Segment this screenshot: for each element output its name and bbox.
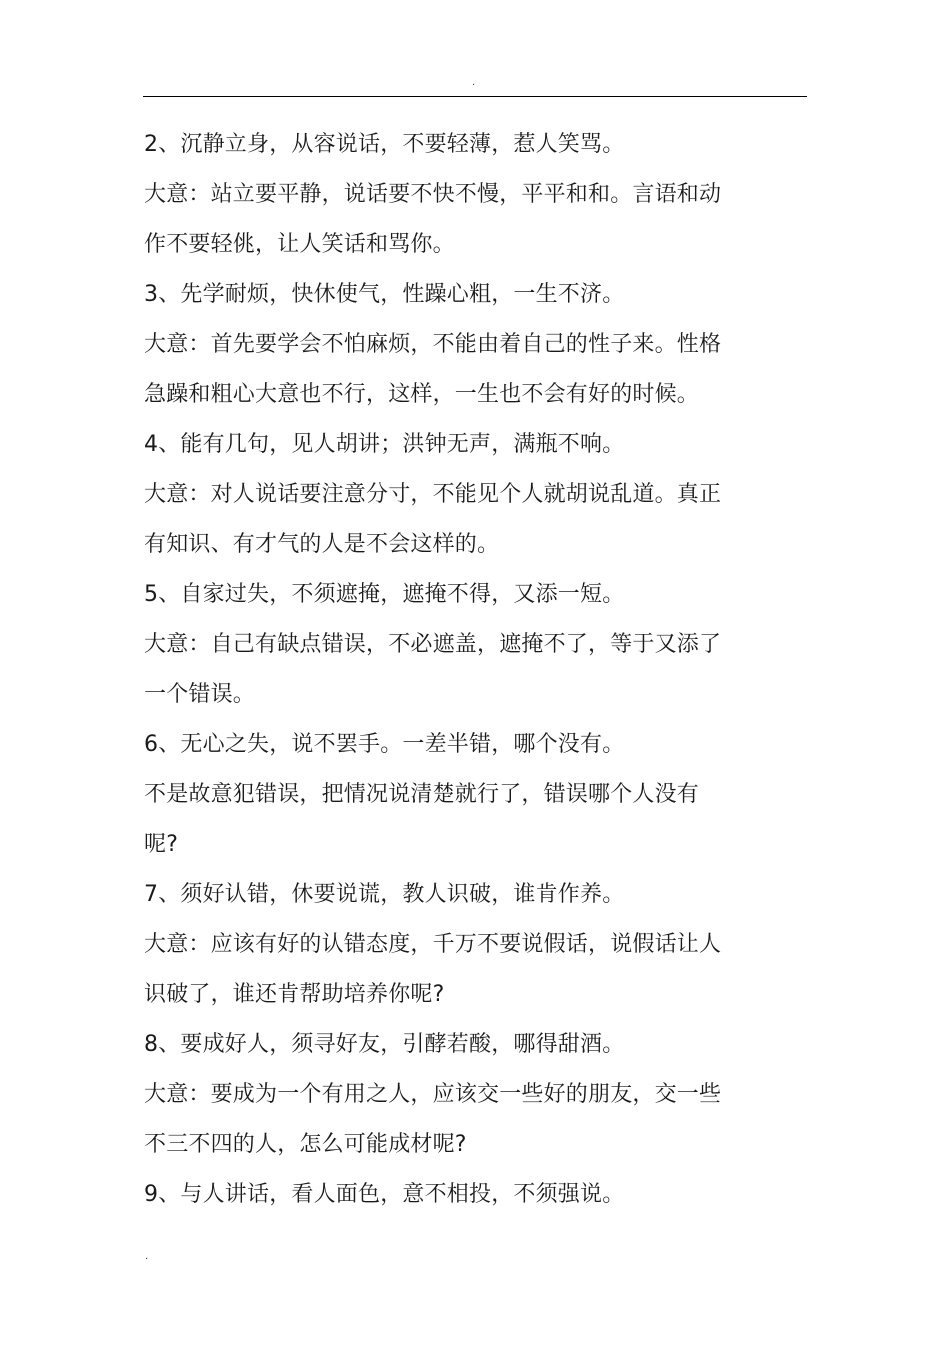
- text-line: 一个错误。: [144, 682, 256, 707]
- text-line: 大意：要成为一个有用之人，应该交一些好的朋友，交一些: [144, 1082, 722, 1107]
- text-line: 有知识、有才气的人是不会这样的。: [144, 532, 500, 557]
- footer-mark: .: [145, 1251, 149, 1262]
- text-line: 急躁和粗心大意也不行，这样，一生也不会有好的时候。: [144, 382, 700, 407]
- text-line: 5、自家过失，不须遮掩，遮掩不得，又添一短。: [144, 582, 625, 607]
- text-line: 呢?: [144, 832, 179, 857]
- text-line: 识破了，谁还肯帮助培养你呢?: [144, 982, 445, 1007]
- text-line: 7、须好认错，休要说谎，教人识破，谁肯作养。: [144, 882, 625, 907]
- text-line: 不三不四的人，怎么可能成材呢?: [144, 1132, 467, 1157]
- document-body: [144, 120, 744, 1220]
- text-line: 4、能有几句，见人胡讲；洪钟无声，满瓶不响。: [144, 432, 625, 457]
- text-line: 3、先学耐烦，快休使气，性躁心粗，一生不济。: [144, 282, 625, 307]
- text-line: 6、无心之失，说不罢手。一差半错，哪个没有。: [144, 732, 625, 757]
- text-line: 大意：首先要学会不怕麻烦，不能由着自己的性子来。性格: [144, 332, 722, 357]
- text-line: 大意：站立要平静，说话要不快不慢，平平和和。言语和动: [144, 182, 722, 207]
- text-line: 8、要成好人，须寻好友，引酵若酸，哪得甜酒。: [144, 1032, 625, 1057]
- text-line: 不是故意犯错误，把情况说清楚就行了，错误哪个人没有: [144, 782, 700, 807]
- text-line: 大意：自己有缺点错误，不必遮盖，遮掩不了，等于又添了: [144, 632, 722, 657]
- text-line: 大意：应该有好的认错态度，千万不要说假话，说假话让人: [144, 932, 722, 957]
- header-rule: [143, 96, 807, 97]
- text-line: 2、沉静立身，从容说话，不要轻薄，惹人笑骂。: [144, 132, 625, 157]
- text-line: 大意：对人说话要注意分寸，不能见个人就胡说乱道。真正: [144, 482, 722, 507]
- header-mark: .: [472, 77, 476, 88]
- text-line: 9、与人讲话，看人面色，意不相投，不须强说。: [144, 1182, 625, 1207]
- text-line: 作不要轻佻，让人笑话和骂你。: [144, 232, 455, 257]
